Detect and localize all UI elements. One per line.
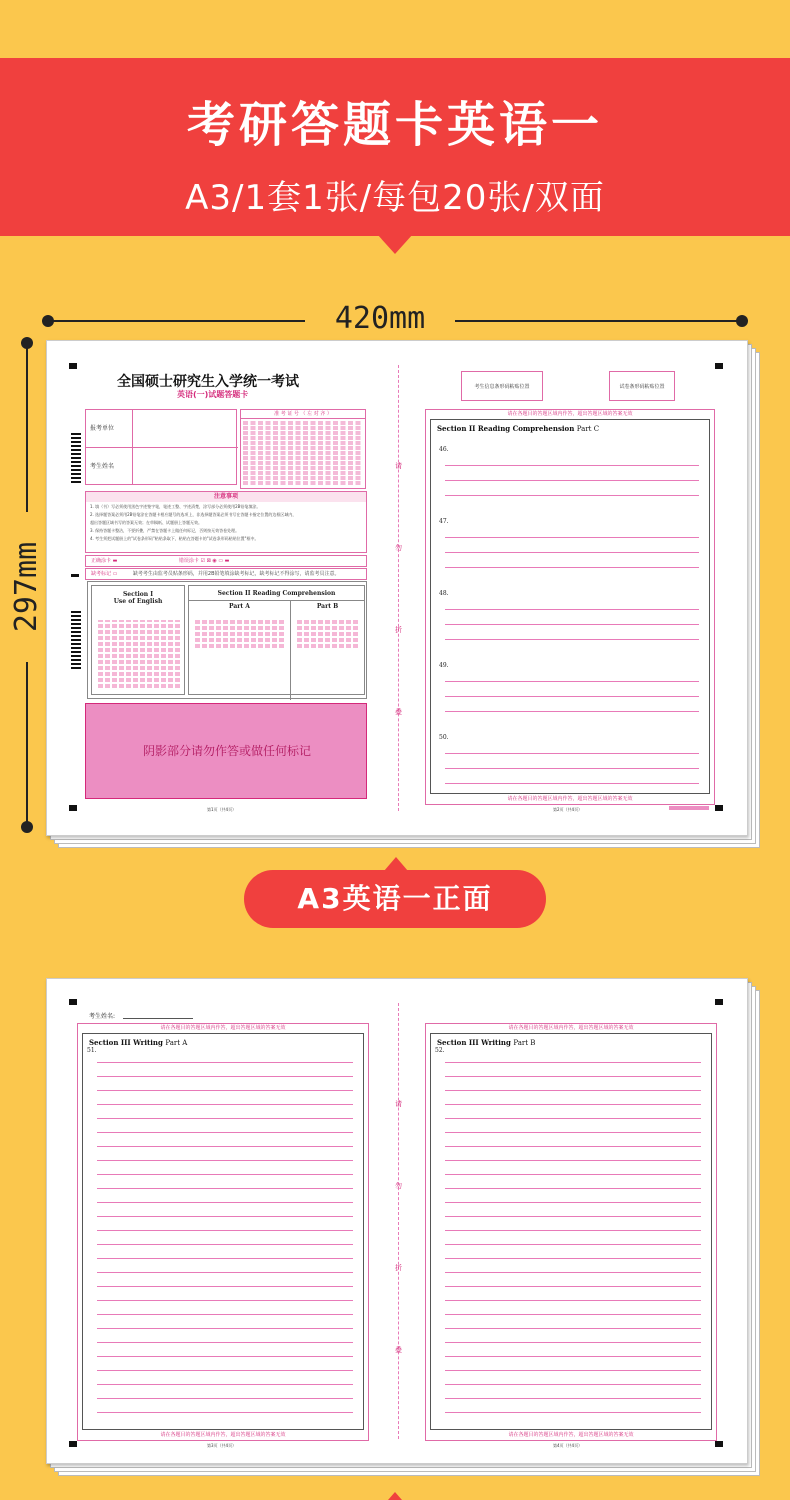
writing-line	[445, 768, 699, 769]
writing-a-part: Part A	[165, 1039, 188, 1047]
writing-line	[445, 1216, 701, 1217]
writing-box[interactable]	[82, 1033, 364, 1430]
front-label: A3英语一正面	[244, 870, 546, 928]
writing-line	[445, 1160, 701, 1161]
notice-title: 注意事项	[86, 492, 366, 502]
writing-line	[445, 552, 699, 553]
section-c-part: Part C	[576, 425, 600, 433]
fold-char: 折	[395, 1264, 402, 1272]
fold-char: 勿	[395, 1182, 402, 1190]
writing-line	[97, 1300, 353, 1301]
writing-line	[445, 1342, 701, 1343]
banner-subtitle: A3/1套1张/每包20张/双面	[185, 178, 605, 218]
writing-line	[445, 1202, 701, 1203]
candidate-name-label: 考生姓名:	[89, 1013, 116, 1020]
section2-title: Section II Reading Comprehension	[217, 590, 336, 597]
writing-line	[445, 639, 699, 640]
bottom-notch	[388, 1492, 402, 1500]
writing-a-heading: Section III Writing	[89, 1038, 163, 1047]
writing-line	[97, 1216, 353, 1217]
writing-line	[97, 1132, 353, 1133]
writing-box[interactable]	[430, 1033, 712, 1430]
writing-line	[445, 1370, 701, 1371]
writing-line	[97, 1328, 353, 1329]
area-note-bottom: 请在各题目的答题区域内作答，超出答题区域的答案无效	[160, 1432, 286, 1438]
writing-line	[97, 1398, 353, 1399]
section-c-heading: Section II Reading Comprehension	[437, 424, 575, 433]
writing-line	[445, 1230, 701, 1231]
section1-title: Section I	[122, 591, 154, 598]
part-b-column	[291, 600, 364, 700]
info-row-unit	[86, 410, 238, 448]
writing-line	[445, 1132, 701, 1133]
objective-answer-area	[87, 581, 367, 699]
writing-line	[445, 537, 699, 538]
area-note-top: 请在各题目的答题区域内作答，超出答题区域的答案无效	[508, 1025, 634, 1031]
writing-line	[445, 1314, 701, 1315]
part-b-bubbles[interactable]	[295, 620, 360, 650]
writing-line	[445, 1384, 701, 1385]
fill-example-row: 正确涂卡 ▬ 错误涂卡 ☑ ⊠ ◉ ▭ ▬	[85, 555, 367, 567]
label-notch	[384, 857, 408, 871]
writing-line	[445, 681, 699, 682]
exam-number-label: 准 考 证 号 （ 左 对 齐 ）	[241, 410, 365, 419]
writing-line	[97, 1412, 353, 1413]
writing-line	[445, 783, 699, 784]
registration-mark	[715, 805, 723, 811]
fold-line	[398, 1003, 399, 1439]
writing-b-part: Part B	[513, 1039, 536, 1047]
absent-mark-label: 缺考标记	[91, 571, 112, 577]
answer-sheet-front	[46, 340, 748, 836]
writing-line	[445, 480, 699, 481]
notice-box	[85, 491, 367, 553]
banner-title: 考研答题卡英语一	[186, 97, 603, 153]
page-number-right: 第4页（共4页）	[553, 1443, 583, 1448]
question-number: 50.	[439, 734, 449, 741]
writing-part-b-area[interactable]	[425, 1023, 717, 1441]
writing-line	[445, 1118, 701, 1119]
part-b-label: Part B	[316, 603, 339, 610]
question-number: 52.	[435, 1047, 445, 1054]
shaded-area-note: 阴影部分请勿作答或做任何标记	[142, 744, 311, 758]
correct-fill-label: 正确涂卡	[91, 558, 112, 564]
writing-line	[97, 1174, 353, 1175]
name-field[interactable]	[132, 448, 238, 485]
exam-title: 全国硕士研究生入学统一考试	[117, 374, 299, 390]
part-a-bubbles[interactable]	[193, 620, 284, 650]
page-number-left: 第1页（共4页）	[207, 807, 237, 812]
writing-line	[97, 1090, 353, 1091]
writing-line	[445, 1090, 701, 1091]
writing-line	[445, 609, 699, 610]
height-dimension-label: 297mm	[5, 512, 49, 662]
writing-line	[445, 1244, 701, 1245]
writing-part-a-area[interactable]	[77, 1023, 369, 1441]
area-note-top: 请在各题目的答题区域内作答，超出答题区域的答案无效	[507, 411, 633, 417]
fold-char: 请	[395, 1100, 402, 1108]
part-a-label: Part A	[229, 603, 250, 610]
shaded-area	[85, 703, 367, 799]
fold-char: 叠	[395, 1346, 402, 1354]
writing-line	[445, 1174, 701, 1175]
section2-column	[188, 585, 365, 695]
writing-line	[445, 696, 699, 697]
registration-mark	[69, 1441, 77, 1447]
registration-mark	[69, 805, 77, 811]
writing-b-heading: Section III Writing	[437, 1038, 511, 1047]
writing-line	[97, 1244, 353, 1245]
writing-line	[97, 1384, 353, 1385]
notice-line: 4. 考生须把试题册上的"试卷条形码"粘贴条取下，粘贴在答题卡的"试卷条形码粘贴位置"框中。	[90, 536, 259, 541]
registration-mark	[715, 363, 723, 369]
writing-line	[445, 1146, 701, 1147]
writing-box[interactable]	[430, 419, 710, 794]
writing-line	[445, 1104, 701, 1105]
notice-line: 1. 填（书）写必须使用黑色字迹签字笔，笔迹工整、字迹清楚，涂写部分必须使用2B铅笔填涂。	[90, 504, 261, 509]
writing-line	[445, 1398, 701, 1399]
writing-line	[97, 1258, 353, 1259]
notice-line: 超出答题区域书写的答案无效；在草稿纸、试题册上答题无效。	[90, 520, 202, 525]
info-label-unit: 报考单位	[90, 425, 115, 432]
section1-subtitle: Use of English	[113, 598, 163, 605]
question-number: 47.	[439, 518, 449, 525]
writing-line	[445, 1286, 701, 1287]
exam-subtitle: 英语(一)试题答题卡	[177, 390, 249, 399]
section1-bubbles[interactable]	[96, 620, 180, 690]
exam-number-bubbles[interactable]	[243, 420, 363, 486]
writing-line	[97, 1160, 353, 1161]
area-note-bottom: 请在各题目的答题区域内作答，超出答题区域的答案无效	[508, 1432, 634, 1438]
writing-line	[445, 1188, 701, 1189]
pink-arrow-mark	[669, 806, 709, 810]
notice-line: 3. 保持答题卡整洁，不要折叠，严禁在答题卡上做任何标记，否则按无效答卷处理。	[90, 528, 240, 533]
writing-line	[445, 465, 699, 466]
width-dimension-label: 420mm	[305, 301, 455, 336]
candidate-barcode-paste: 考生信息条形码粘贴位置	[461, 371, 543, 401]
exam-number-grid[interactable]	[240, 409, 366, 489]
fold-char: 叠	[395, 708, 402, 716]
writing-line	[97, 1062, 353, 1063]
timing-marks	[71, 433, 81, 485]
writing-line	[445, 753, 699, 754]
fold-char: 勿	[395, 544, 402, 552]
writing-line	[445, 1272, 701, 1273]
writing-line	[97, 1104, 353, 1105]
question-number: 48.	[439, 590, 449, 597]
section-c-title	[437, 424, 599, 433]
writing-line	[97, 1370, 353, 1371]
writing-line	[445, 495, 699, 496]
timing-marks	[71, 611, 81, 671]
writing-line	[445, 711, 699, 712]
part-a-column	[189, 600, 291, 700]
fold-char: 折	[395, 626, 402, 634]
section1-column	[91, 585, 185, 695]
page-number-left: 第3页（共4页）	[207, 1443, 237, 1448]
writing-line	[97, 1146, 353, 1147]
writing-line	[445, 1258, 701, 1259]
writing-line	[445, 1300, 701, 1301]
fold-line	[398, 365, 399, 811]
registration-mark	[69, 363, 77, 369]
reading-part-c-area[interactable]	[425, 409, 715, 805]
answer-sheet-back	[46, 978, 748, 1464]
question-number: 46.	[439, 446, 449, 453]
writing-line	[445, 1328, 701, 1329]
candidate-name-field[interactable]	[123, 1018, 193, 1019]
info-row-name	[86, 448, 238, 486]
absent-row: 缺考标记 ▭ 缺考考生由监考员贴条形码，并用2B铅笔填涂缺考标记，缺考标记不得涂写，请监考员注意。	[85, 568, 367, 580]
fold-char: 请	[395, 462, 402, 470]
unit-field[interactable]	[132, 410, 238, 447]
info-label-name: 考生姓名	[90, 463, 115, 470]
candidate-info-box	[85, 409, 237, 485]
paper-barcode-paste: 试卷条形码粘贴位置	[609, 371, 675, 401]
absent-note: 缺考考生由监考员贴条形码，并用2B铅笔填涂缺考标记，缺考标记不得涂写，请监考员注意。	[132, 571, 340, 577]
notice-line: 2. 选择题答案必须用2B铅笔涂在答题卡相应题号的选项上，非选择题答案必须书写在答题卡指定位置的边框区域内，	[90, 512, 297, 517]
writing-line	[445, 1062, 701, 1063]
registration-mark	[715, 1441, 723, 1447]
writing-line	[97, 1202, 353, 1203]
writing-line	[445, 1076, 701, 1077]
writing-line	[97, 1230, 353, 1231]
writing-line	[97, 1342, 353, 1343]
wrong-fill-label: 错误涂卡	[178, 558, 199, 564]
writing-line	[97, 1188, 353, 1189]
writing-line	[97, 1272, 353, 1273]
writing-line	[445, 1356, 701, 1357]
writing-line	[97, 1286, 353, 1287]
writing-a-title	[89, 1038, 187, 1047]
question-number: 51.	[87, 1047, 97, 1054]
writing-b-title	[437, 1038, 535, 1047]
question-number: 49.	[439, 662, 449, 669]
banner-notch	[377, 234, 413, 254]
registration-mark	[715, 999, 723, 1005]
registration-mark	[69, 999, 77, 1005]
timing-mark	[71, 574, 79, 577]
writing-line	[445, 567, 699, 568]
writing-line	[97, 1076, 353, 1077]
writing-line	[97, 1356, 353, 1357]
writing-line	[97, 1314, 353, 1315]
page-number-right: 第2页（共4页）	[553, 807, 583, 812]
writing-line	[445, 1412, 701, 1413]
writing-line	[97, 1118, 353, 1119]
writing-line	[445, 624, 699, 625]
area-note-bottom: 请在各题目的答题区域内作答，超出答题区域的答案无效	[507, 796, 633, 802]
area-note-top: 请在各题目的答题区域内作答，超出答题区域的答案无效	[160, 1025, 286, 1031]
